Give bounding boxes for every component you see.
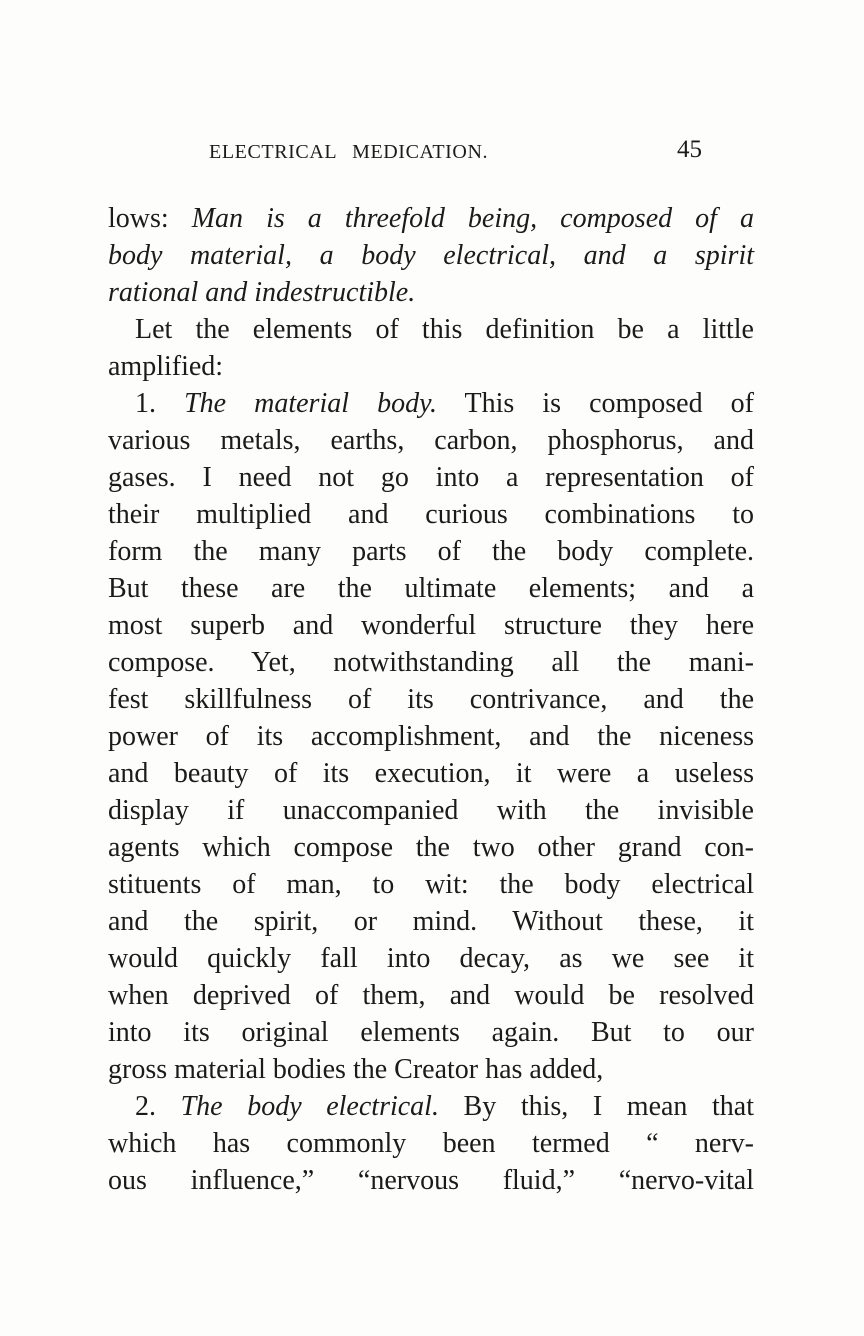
body-text-segment: ous influence,” “nervous fluid,” “nervo-vital [108, 1165, 754, 1196]
text-line [108, 533, 754, 570]
text-line [108, 422, 754, 459]
text-line [108, 200, 754, 237]
text-line [108, 311, 754, 348]
body-text-segment: when deprived of them, and would be resolved [108, 980, 754, 1011]
body-text-segment: 2. [135, 1091, 181, 1122]
body-text-segment: compose. Yet, notwithstanding all the mani- [108, 647, 754, 678]
text-line [108, 385, 754, 422]
text-line [108, 1014, 754, 1051]
text-line [108, 829, 754, 866]
text-line [108, 903, 754, 940]
body-text-segment: By this, I mean that [438, 1091, 755, 1122]
text-line [108, 681, 754, 718]
text-line [108, 1051, 754, 1088]
body-text-segment: lows: [108, 203, 192, 234]
text-line [108, 1088, 754, 1125]
body-text-segment: and beauty of its execution, it were a useless [108, 758, 754, 789]
body-text-segment: their multiplied and curious combinations to [108, 499, 754, 530]
body-text-segment: fest skillfulness of its contrivance, and the [108, 684, 754, 715]
body-text-segment: gross material bodies the Creator has added, [108, 1054, 604, 1085]
body-text-segment: which has commonly been termed “ nerv- [108, 1128, 754, 1159]
body-text-segment: would quickly fall into decay, as we see it [108, 943, 754, 974]
italic-text: The material body. [184, 388, 437, 419]
text-line [108, 570, 754, 607]
text-line [108, 237, 754, 274]
text-line [108, 718, 754, 755]
text-line [108, 459, 754, 496]
text-line [108, 792, 754, 829]
body-text-segment: stituents of man, to wit: the body electrical [108, 869, 754, 900]
text-line [108, 755, 754, 792]
page-number: 45 [677, 136, 702, 163]
text-line [108, 1162, 754, 1199]
italic-text: body material, a body electrical, and a spirit [108, 240, 754, 271]
body-text-segment: display if unaccompanied with the invisible [108, 795, 754, 826]
text-line [108, 977, 754, 1014]
body-text-segment: amplified: [108, 351, 224, 382]
body-text-segment: power of its accomplishment, and the niceness [108, 721, 754, 752]
text-line [108, 940, 754, 977]
text-line [108, 607, 754, 644]
body-text-segment: This is composed of [436, 388, 754, 419]
text-line [108, 496, 754, 533]
text-line [108, 348, 754, 385]
body-text-segment: Let the elements of this definition be a little [135, 314, 754, 345]
text-line [108, 274, 754, 311]
running-title: ELECTRICAL MEDICATION. [209, 141, 489, 163]
body-text-segment: form the many parts of the body complete. [108, 536, 754, 567]
italic-text: The body electrical. [180, 1091, 439, 1122]
text-line [108, 866, 754, 903]
page-header [0, 0, 864, 180]
text-line [108, 644, 754, 681]
text-line [108, 1125, 754, 1162]
body-text-segment: gases. I need not go into a representation of [108, 462, 754, 493]
body-text-segment: various metals, earths, carbon, phosphorus, and [108, 425, 754, 456]
body-text-segment: most superb and wonderful structure they here [108, 610, 754, 641]
body-text-segment: But these are the ultimate elements; and a [108, 573, 754, 604]
body-text-segment: into its original elements again. But to our [108, 1017, 754, 1048]
body-text-segment: 1. [135, 388, 185, 419]
body-text [108, 200, 754, 1199]
body-text-segment: and the spirit, or mind. Without these, it [108, 906, 754, 937]
body-text-segment: agents which compose the two other grand con- [108, 832, 754, 863]
italic-text: rational and indestructible. [108, 277, 416, 308]
italic-text: Man is a threefold being, composed of a [191, 203, 754, 234]
